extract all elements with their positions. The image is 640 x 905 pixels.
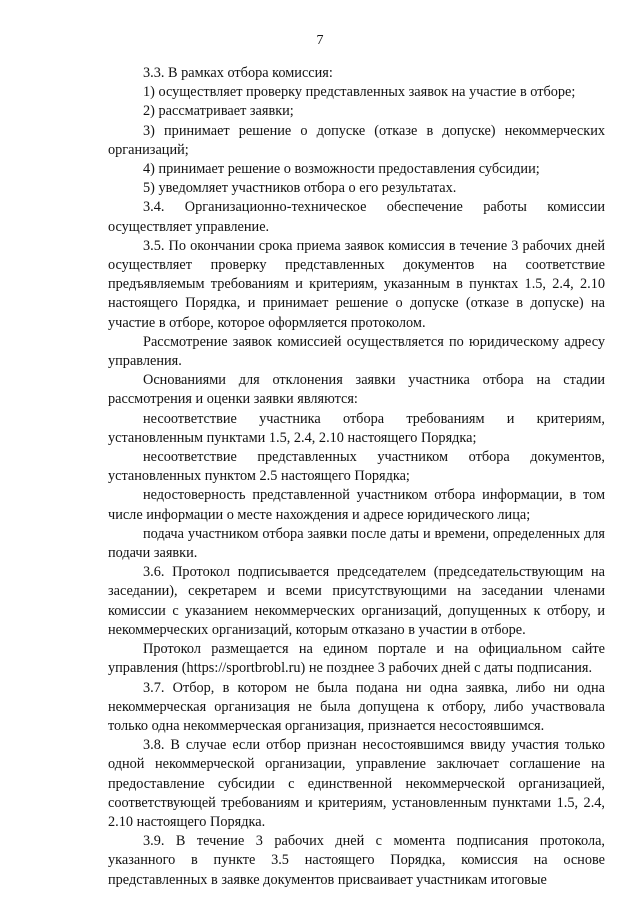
paragraph-3-5: 3.5. По окончании срока приема заявок комиссия в течение 3 рабочих дней осуществляет проверку представленных документов на соответствие предъявляемым требованиям и критериям, указанным в пунктах 1.5, 2.4, 2.10 настоящего Порядка, и принимает решение о допуске (отказе в допуске) на участие в отборе, которое оформляется протоколом. bbox=[108, 237, 605, 331]
list-item-5: 5) уведомляет участников отбора о его результатах. bbox=[143, 180, 457, 197]
paragraph-3-3: 3.3. В рамках отбора комиссия: bbox=[143, 65, 333, 81]
ground-item-1: несоответствие участника отбора требованиям и критериям, установленным пунктами 1.5, 2.4, 2.10 настоящего Порядка; bbox=[108, 410, 605, 446]
list-item-4: 4) принимает решение о возможности предоставления субсидии; bbox=[143, 161, 540, 178]
list-item-3: 3) принимает решение о допуске (отказе в допуске) некоммерческих организаций; bbox=[108, 122, 605, 158]
list-item-2: 2) рассматривает заявки; bbox=[143, 103, 294, 120]
paragraph-review-address: Рассмотрение заявок комиссией осуществляется по юридическому адресу управления. bbox=[108, 333, 605, 370]
paragraph-rejection-grounds: Основаниями для отклонения заявки участника отбора на стадии рассмотрения и оценки заявки являются: bbox=[108, 372, 605, 408]
paragraph-3-7: 3.7. Отбор, в котором не была подана ни одна заявка, либо ни одна некоммерческая организация не была допущена к отбору, либо участвовала только одна некоммерческая организация, признается несостоявшимся. bbox=[108, 679, 605, 734]
ground-item-3: недостоверность представленной участником отбора информации, в том числе информации о месте нахождения и адресе юридического лица; bbox=[108, 487, 605, 523]
list-item-1: 1) осуществляет проверку представленных заявок на участие в отборе; bbox=[143, 84, 576, 101]
paragraph-protocol-publication: Протокол размещается на едином портале и на официальном сайте управления (https://sportbrobl.ru) не позднее 3 рабочих дней с даты подписания. bbox=[108, 641, 605, 677]
ground-item-2: несоответствие представленных участником отбора документов, установленных пунктом 2.5 настоящего Порядка; bbox=[108, 449, 605, 485]
document-body bbox=[108, 64, 605, 890]
page-number: 7 bbox=[316, 33, 324, 48]
paragraph-3-8: 3.8. В случае если отбор признан несостоявшимся ввиду участия только одной некоммерческой организации, управление заключает соглашение на предоставление субсидии с единственной некоммерческой организацией, соответствующей требованиям и критериям, установленным пунктами 1.5, 2.4, 2.10 настоящего Порядка. bbox=[108, 737, 605, 830]
paragraph-3-9: 3.9. В течение 3 рабочих дней с момента подписания протокола, указанного в пункте 3.5 настоящего Порядка, комиссия на основе представленных в заявке документов присваивает участникам итоговые bbox=[108, 833, 605, 888]
paragraph-3-6: 3.6. Протокол подписывается председателем (председательствующим на заседании), секретарем и всеми присутствующими на заседании членами комиссии с указанием некоммерческих организаций, допущенных к отбору, и некоммерческих организаций, которым отказано в участии в отборе. bbox=[108, 564, 605, 638]
ground-item-4: подача участником отбора заявки после даты и времени, определенных для подачи заявки. bbox=[108, 525, 605, 562]
paragraph-3-4: 3.4. Организационно-техническое обеспечение работы комиссии осуществляет управление. bbox=[108, 199, 605, 235]
